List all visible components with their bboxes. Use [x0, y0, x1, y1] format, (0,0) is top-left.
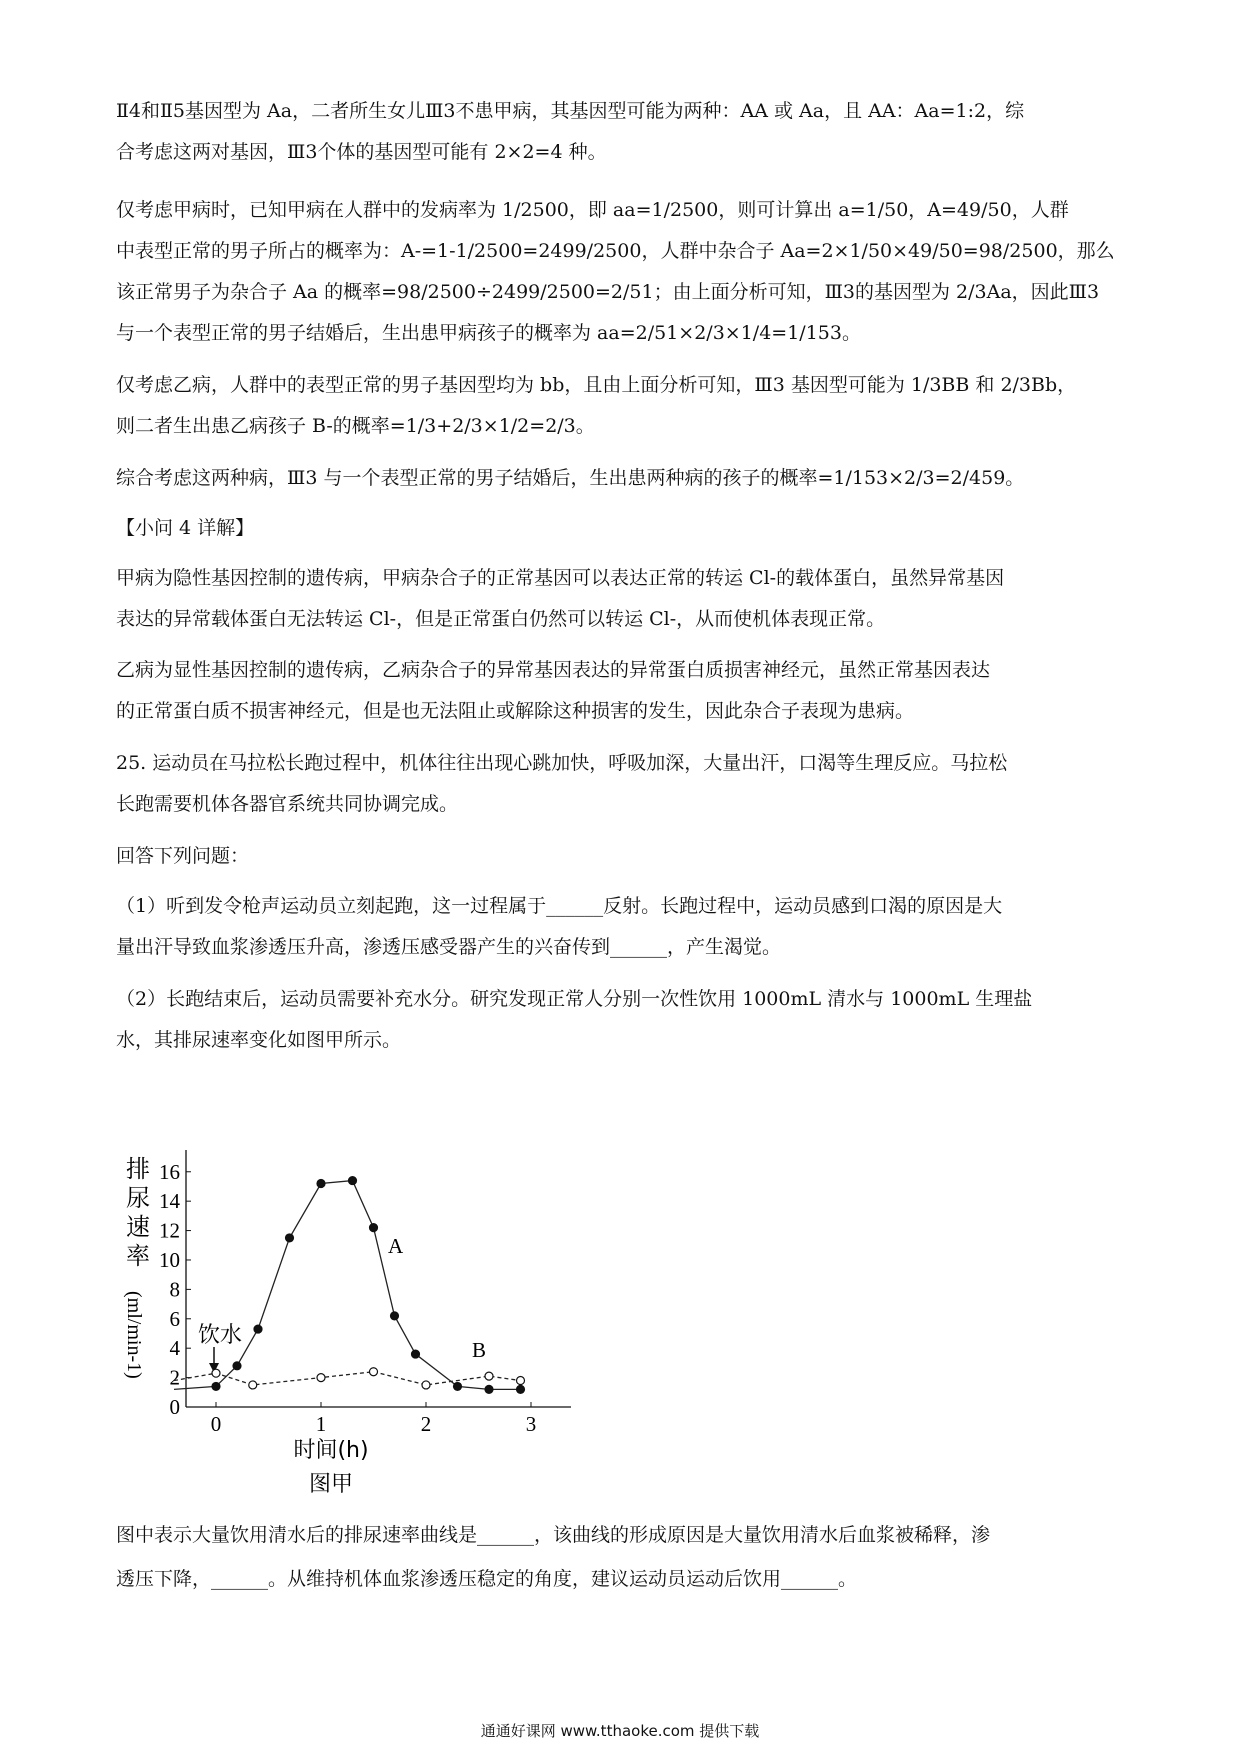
y-label-unit: (ml/min-1)	[123, 1291, 145, 1379]
page-footer: 通通好课网 www.tthaoke.com 提供下载	[480, 1722, 760, 1740]
figure-jia	[116, 1135, 586, 1505]
paragraph-10-line-1: 水，其排尿速率变化如图甲所示。	[116, 1028, 402, 1051]
y-tick-label: 14	[159, 1189, 180, 1214]
series-B-point	[317, 1374, 325, 1382]
paragraph-1-line-1: 中表型正常的男子所占的概率为：A-=1-1/2500=2499/2500，人群中杂合子 Aa=2×1/50×49/50=98/2500，那么	[116, 240, 1115, 263]
series-B-point	[212, 1369, 220, 1377]
paragraph-8-line-0: 回答下列问题：	[116, 845, 250, 868]
x-axis-label: 时间(h)	[293, 1438, 369, 1463]
series-A-label: A	[388, 1234, 404, 1258]
paragraph-2-line-1: 则二者生出患乙病孩子 B-的概率=1/3+2/3×1/2=2/3。	[116, 415, 595, 438]
y-label-char: 速	[126, 1213, 150, 1241]
y-tick-label: 12	[159, 1218, 180, 1243]
paragraph-5-line-1: 表达的异常载体蛋白无法转运 Cl-，但是正常蛋白仍然可以转运 Cl-，从而使机体表现正常。	[116, 607, 886, 630]
series-A-point	[349, 1177, 357, 1185]
paragraph-9-line-1: 量出汗导致血浆渗透压升高，渗透压感受器产生的兴奋传到______，产生渴觉。	[116, 935, 782, 958]
y-tick-label: 16	[159, 1159, 180, 1184]
series-B-point	[422, 1381, 430, 1389]
series-A-line	[174, 1181, 521, 1390]
series-B-point	[485, 1372, 493, 1380]
urination-rate-chart	[116, 1135, 586, 1505]
series-A-point	[517, 1385, 525, 1393]
paragraph-9-line-0: （1）听到发令枪声运动员立刻起跑，这一过程属于______反射。长跑过程中，运动员感到口渴的原因是大	[116, 894, 1003, 917]
series-B-point	[517, 1377, 525, 1385]
series-A-point	[454, 1382, 462, 1390]
series-B-line	[174, 1372, 521, 1385]
paragraph-2-line-0: 仅考虑乙病，人群中的表型正常的男子基因型均为 bb，且由上面分析可知，Ⅲ3 基因型可能为 1/3BB 和 2/3Bb，	[116, 374, 1077, 397]
paragraph-4-line-0: 【小问 4 详解】	[116, 516, 255, 539]
y-label-char: 排	[126, 1155, 150, 1183]
paragraph-7-line-0: 25. 运动员在马拉松长跑过程中，机体往往出现心跳加快，呼吸加深，大量出汗，口渴等生理反应。马拉松	[116, 752, 1008, 775]
y-tick-label: 8	[169, 1277, 180, 1302]
paragraph-1-line-0: 仅考虑甲病时，已知甲病在人群中的发病率为 1/2500，即 aa=1/2500，则可计算出 a=1/50，A=49/50，人群	[116, 199, 1069, 222]
paragraph-1-line-3: 与一个表型正常的男子结婚后，生出患甲病孩子的概率为 aa=2/51×2/3×1/4=1/153。	[116, 322, 861, 345]
paragraph-10-line-0: （2）长跑结束后，运动员需要补充水分。研究发现正常人分别一次性饮用 1000mL 清水与 1000mL 生理盐	[116, 987, 1033, 1010]
paragraph-6-line-0: 乙病为显性基因控制的遗传病，乙病杂合子的异常基因表达的异常蛋白质损害神经元，虽然正常基因表达	[116, 659, 991, 682]
figure-caption: 图甲	[308, 1472, 354, 1497]
series-A-point	[370, 1224, 378, 1232]
series-A-point	[412, 1350, 420, 1358]
y-tick-label: 4	[169, 1336, 180, 1361]
series-A-point	[212, 1382, 220, 1390]
y-tick-label: 2	[169, 1365, 180, 1390]
series-A-point	[286, 1234, 294, 1242]
after-figure-line-0: 图中表示大量饮用清水后的排尿速率曲线是______，该曲线的形成原因是大量饮用清水后血浆被稀释，渗	[116, 1524, 991, 1546]
series-B-point	[249, 1381, 257, 1389]
x-tick-label: 3	[525, 1412, 537, 1436]
y-tick-label: 10	[159, 1247, 180, 1272]
drink-annotation: 饮水	[198, 1323, 243, 1348]
x-tick-label: 1	[315, 1412, 327, 1436]
paragraph-1-line-2: 该正常男子为杂合子 Aa 的概率=98/2500÷2499/2500=2/51；由上面分析可知，Ⅲ3的基因型为 2/3Aa，因此Ⅲ3	[116, 281, 1100, 304]
x-tick-label: 2	[420, 1412, 432, 1436]
series-A-point	[485, 1385, 493, 1393]
y-tick-label: 0	[169, 1395, 180, 1419]
paragraph-0-line-1: 合考虑这两对基因，Ⅲ3个体的基因型可能有 2×2=4 种。	[116, 141, 607, 164]
series-B-point	[370, 1368, 378, 1376]
paragraph-5-line-0: 甲病为隐性基因控制的遗传病，甲病杂合子的正常基因可以表达正常的转运 Cl-的载体蛋白，虽然异常基因	[116, 566, 1005, 589]
series-A-point	[317, 1180, 325, 1188]
series-B-label: B	[472, 1338, 487, 1362]
series-A-point	[254, 1325, 262, 1333]
paragraph-0-line-0: Ⅱ4和Ⅱ5基因型为 Aa，二者所生女儿Ⅲ3不患甲病，其基因型可能为两种：AA 或 Aa，且 AA：Aa=1:2，综	[116, 100, 1025, 122]
x-tick-label: 0	[210, 1412, 222, 1436]
series-A-point	[391, 1312, 399, 1320]
y-tick-label: 6	[169, 1306, 180, 1331]
after-figure-line-1: 透压下降，______。从维持机体血浆渗透压稳定的角度，建议运动员运动后饮用______。	[116, 1568, 858, 1590]
paragraph-3-line-0: 综合考虑这两种病，Ⅲ3 与一个表型正常的男子结婚后，生出患两种病的孩子的概率=1/153×2/3=2/459。	[116, 467, 1025, 490]
series-A-point	[233, 1362, 241, 1370]
y-label-char: 率	[126, 1242, 150, 1270]
paragraph-6-line-1: 的正常蛋白质不损害神经元，但是也无法阻止或解除这种损害的发生，因此杂合子表现为患病。	[116, 700, 915, 723]
paragraph-7-line-1: 长跑需要机体各器官系统共同协调完成。	[116, 793, 459, 816]
y-label-char: 尿	[126, 1184, 150, 1212]
